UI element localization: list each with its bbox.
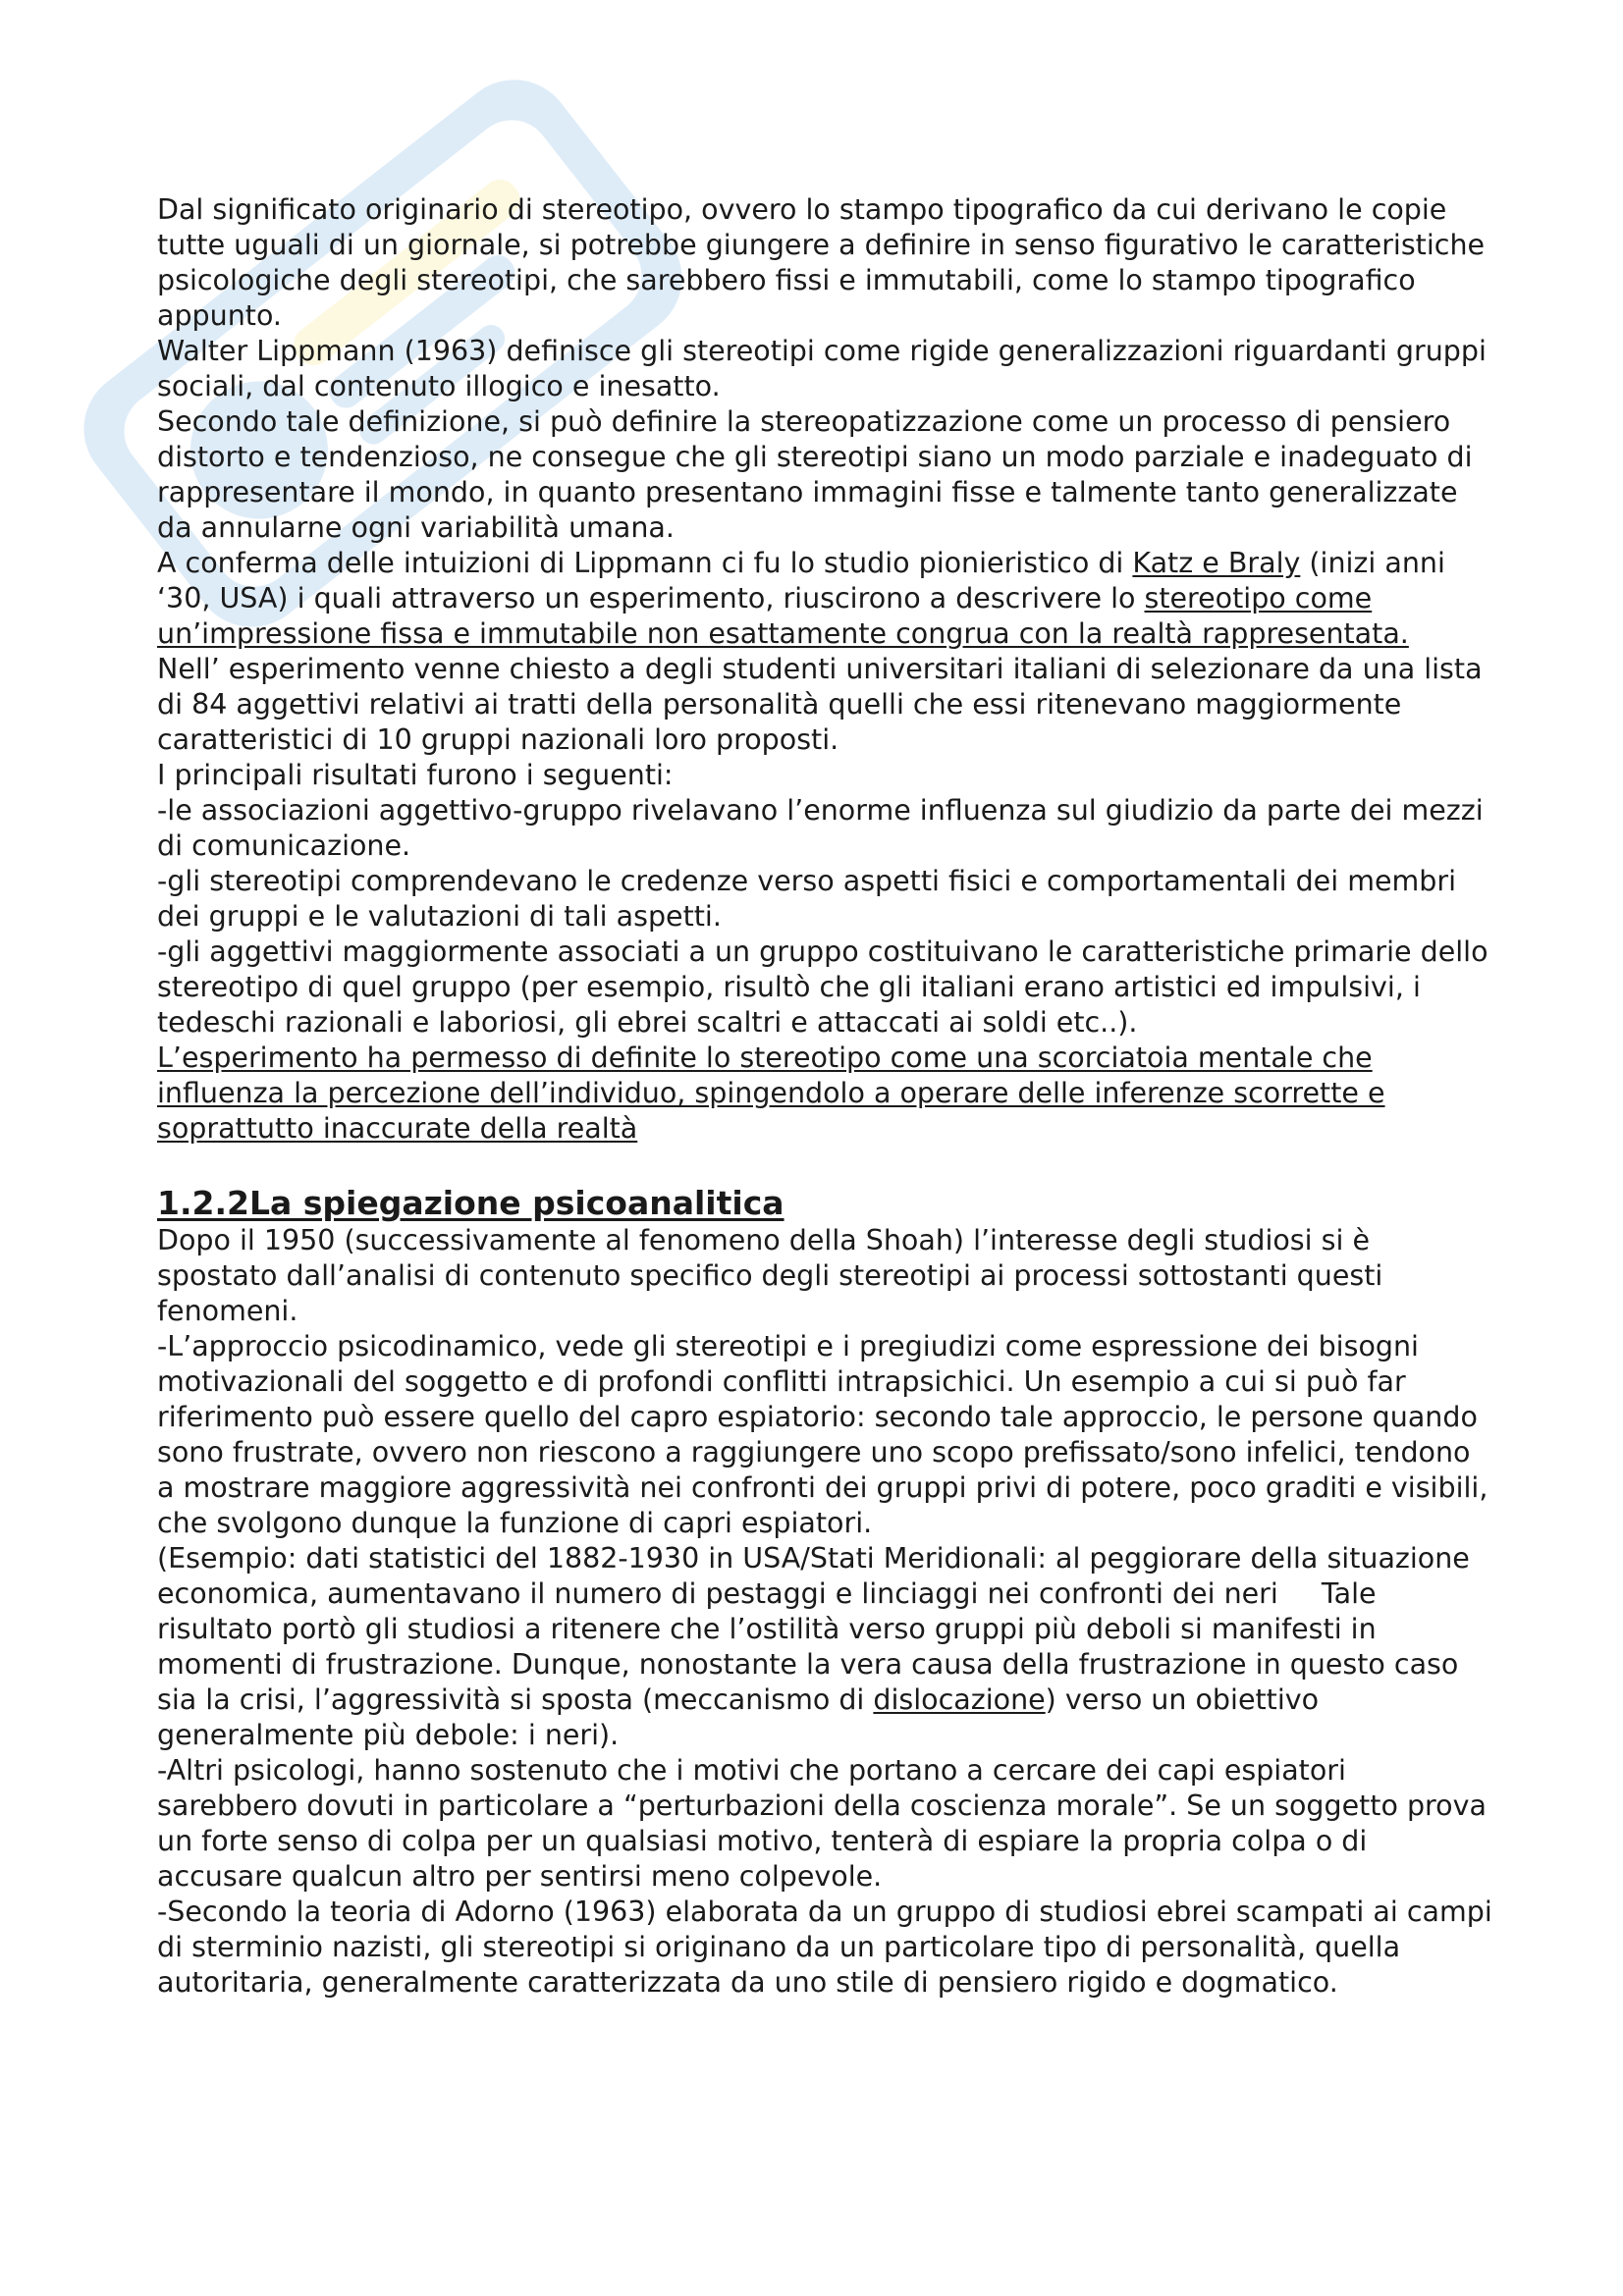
paragraph: Dopo il 1950 (successivamente al fenomeno della Shoah) l’interesse degli studiosi si è spostato dall’analisi di contenuto specifico degli stereotipi ai processi sottostanti questi fenomeni. xyxy=(157,1224,1383,1327)
paragraph: -L’approccio psicodinamico, vede gli stereotipi e i pregiudizi come espressione dei bisogni motivazionali del soggetto e di profondi conflitti intrapsichici. Un esempio a cui si può far riferimento può essere quello del capro espiatorio: secondo tale approccio, le persone quando sono frustrate, ovvero non riescono a raggiungere uno scopo prefissato/sono infelici, tendono a mostrare maggiore aggressività nei confronti dei gruppi privi di potere, poco graditi e visibili, che svolgono dunque la funzione di capri espiatori. xyxy=(157,1330,1488,1539)
paragraph: Nell’ esperimento venne chiesto a degli studenti universitari italiani di selezionare da una lista di 84 aggettivi relativi ai tratti della personalità quelli che essi ritenevano maggiormente caratteristici di 10 gruppi nazionali loro proposti. xyxy=(157,653,1483,756)
text-run: Tale risultato portò gli studiosi a ritenere che l’ostilità verso gruppi più deboli si manifesti in momenti di frustrazione. Dunque, nonostante la vera causa della frustrazione in questo caso sia la crisi, l’aggressività si sposta (meccanismo di xyxy=(157,1577,1459,1716)
paragraph: -Secondo la teoria di Adorno (1963) elaborata da un gruppo di studiosi ebrei scampati ai campi di sterminio nazisti, gli stereotipi si originano da un particolare tipo di personalità, quella autoritaria, generalmente caratterizzata da uno stile di pensiero rigido e dogmatico. xyxy=(157,1896,1492,1999)
list-item: -gli aggettivi maggiormente associati a un gruppo costituivano le caratteristiche primarie dello stereotipo di quel gruppo (per esempio, risultò che gli italiani erano artistici ed impulsivi, i tedeschi razionali e laboriosi, gli ebrei scaltri e attaccati ai soldi etc..). xyxy=(157,935,1488,1039)
dislocazione-link[interactable]: dislocazione xyxy=(873,1683,1046,1716)
katz-braly-link[interactable]: Katz e Braly xyxy=(1132,547,1301,579)
example-paragraph xyxy=(157,1541,1492,1753)
text-run: A conferma delle intuizioni di Lippmann ci fu lo studio pionieristico di xyxy=(157,547,1133,579)
text-run: (inizi anni ‘30, USA) i quali attraverso un esperimento, riuscirono a descrivere lo xyxy=(157,547,1445,614)
section-heading: 1.2.2La spiegazione psicoanalitica xyxy=(157,1184,784,1222)
underlined-conclusion: L’esperimento ha permesso di definite lo stereotipo come una scorciatoia mentale che influenza la percezione dell’individuo, spingendolo a operare delle inferenze scorrette e soprattutto inaccurate della realtà xyxy=(157,1041,1385,1145)
text-run: (Esempio: dati statistici del 1882-1930 in USA/Stati Meridionali: al peggiorare della situazione economica, aumentavano il numero di pestaggi e linciaggi nei confronti dei neri xyxy=(157,1542,1470,1610)
paragraph: Dal significato originario di stereotipo, ovvero lo stampo tipografico da cui derivano le copie tutte uguali di un giornale, si potrebbe giungere a definire in senso figurativo le caratteristiche psicologiche degli stereotipi, che sarebbero fissi e immutabili, come lo stampo tipografico appunto. xyxy=(157,193,1486,332)
list-item: -le associazioni aggettivo-gruppo rivelavano l’enorme influenza sul giudizio da parte dei mezzi di comunicazione. xyxy=(157,794,1484,862)
text-run: ) verso un obiettivo generalmente più debole: i neri). xyxy=(157,1683,1320,1751)
paragraph: Secondo tale definizione, si può definire la stereopatizzazione come un processo di pensiero distorto e tendenzioso, ne consegue che gli stereotipi siano un modo parziale e inadeguato di rappresentare il mondo, in quanto presentano immagini fisse e talmente tanto generalizzate da annularne ogni variabilità umana. xyxy=(157,405,1473,544)
paragraph: -Altri psicologi, hanno sostenuto che i motivi che portano a cercare dei capi espiatori sarebbero dovuti in particolare a “perturbazioni della coscienza morale”. Se un soggetto prova un forte senso di colpa per un qualsiasi motivo, tenterà di espiare la propria colpa o di accusare qualcun altro per sentirsi meno colpevole. xyxy=(157,1754,1487,1893)
paragraph: I principali risultati furono i seguenti: xyxy=(157,759,674,791)
paragraph: Walter Lippmann (1963) definisce gli stereotipi come rigide generalizzazioni riguardanti gruppi sociali, dal contenuto illogico e inesatto. xyxy=(157,335,1487,402)
document-body xyxy=(157,192,1492,2001)
underlined-definition: stereotipo come un’impressione fissa e immutabile non esattamente congrua con la realtà rappresentata. xyxy=(157,582,1409,650)
katz-braly-paragraph xyxy=(157,546,1492,652)
list-item: -gli stereotipi comprendevano le credenze verso aspetti fisici e comportamentali dei membri dei gruppi e le valutazioni di tali aspetti. xyxy=(157,865,1456,933)
